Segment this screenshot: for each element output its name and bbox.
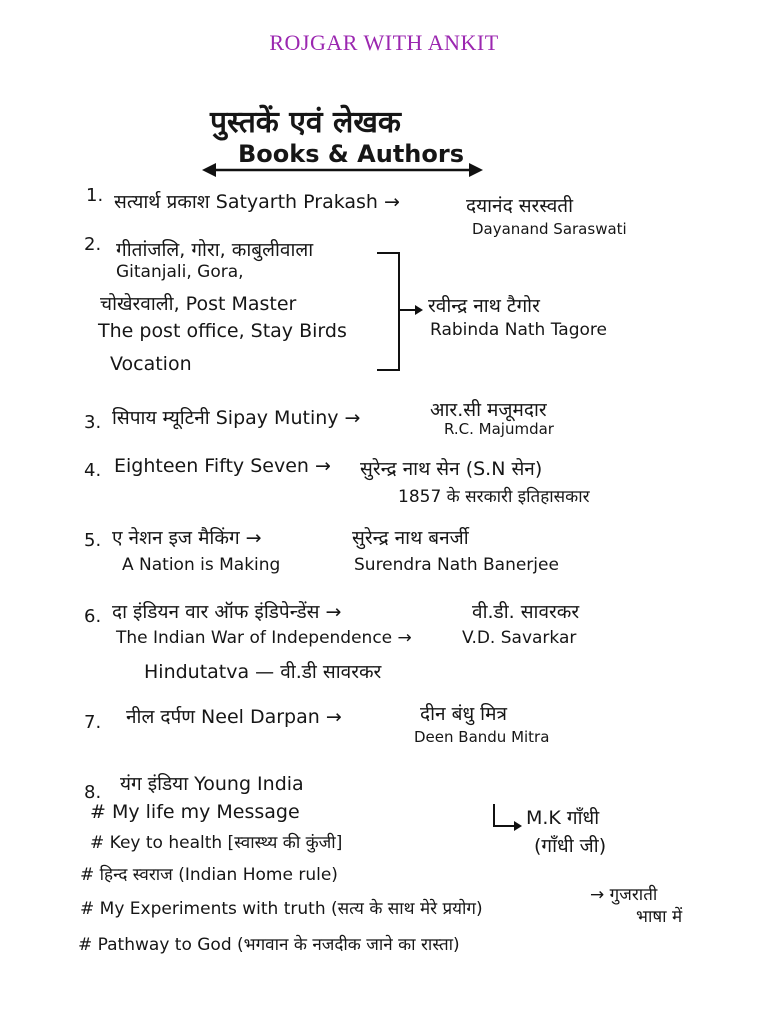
item-4-note: 1857 के सरकारी इतिहासकार bbox=[398, 487, 590, 507]
item-8-line6: # Pathway to God (भगवान के नजदीक जाने का रास्ता) bbox=[78, 935, 460, 955]
item-2-book-line3: चोखेरवाली, Post Master bbox=[100, 293, 297, 315]
item-8-lang-note2: भाषा में bbox=[636, 907, 683, 927]
item-3-number: 3. bbox=[84, 412, 102, 433]
item-6-extra: Hindutatva — वी.डी सावरकर bbox=[144, 661, 382, 683]
item-8-number: 8. bbox=[84, 782, 102, 803]
item-6-book-english: The Indian War of Independence → bbox=[116, 628, 412, 648]
item-1-author-hindi: दयानंद सरस्वती bbox=[466, 195, 574, 217]
item-3-author-hindi: आर.सी मजूमदार bbox=[430, 399, 547, 421]
item-5-number: 5. bbox=[84, 530, 102, 551]
item-8-lang-note1: → गुजराती bbox=[590, 885, 658, 905]
item-2-author-hindi: रवीन्द्र नाथ टैगोर bbox=[428, 295, 540, 317]
item-2-book-line2: Gitanjali, Gora, bbox=[116, 262, 244, 282]
item-8-line1: यंग इंडिया Young India bbox=[120, 773, 304, 795]
item-2-number: 2. bbox=[84, 234, 102, 255]
item-7-number: 7. bbox=[84, 712, 102, 733]
item-8-author: M.K गाँधी bbox=[526, 807, 600, 829]
item-5-book-english: A Nation is Making bbox=[122, 555, 281, 575]
item-1-author-english: Dayanand Saraswati bbox=[472, 220, 627, 238]
item-3-book: सिपाय म्यूटिनी Sipay Mutiny → bbox=[112, 407, 361, 429]
item-8-bracket-arrow bbox=[490, 802, 524, 832]
item-2-book-line1: गीतांजलि, गोरा, काबुलीवाला bbox=[116, 239, 314, 261]
item-2-book-line5: Vocation bbox=[110, 353, 192, 375]
item-8-line3: # Key to health [स्वास्थ्य की कुंजी] bbox=[90, 833, 343, 853]
item-6-author-hindi: वी.डी. सावरकर bbox=[472, 601, 580, 623]
item-4-number: 4. bbox=[84, 460, 102, 481]
title-hindi: पुस्तकें एवं लेखक bbox=[210, 105, 401, 140]
item-2-author-english: Rabinda Nath Tagore bbox=[430, 320, 607, 340]
title-english: Books & Authors bbox=[238, 140, 464, 168]
item-5-book: ए नेशन इज मैकिंग → bbox=[112, 527, 262, 549]
item-2-book-line4: The post office, Stay Birds bbox=[98, 320, 347, 342]
item-7-author-english: Deen Bandu Mitra bbox=[414, 728, 550, 746]
item-3-author-english: R.C. Majumdar bbox=[444, 420, 554, 438]
item-7-author-hindi: दीन बंधु मित्र bbox=[420, 703, 507, 725]
item-6-book: दा इंडियन वार ऑफ इंडिपेन्डेंस → bbox=[112, 601, 342, 623]
item-5-author-english: Surendra Nath Banerjee bbox=[354, 555, 559, 575]
item-1-book: सत्यार्थ प्रकाश Satyarth Prakash → bbox=[114, 191, 400, 213]
item-6-author-english: V.D. Savarkar bbox=[462, 628, 577, 648]
item-7-book: नील दर्पण Neel Darpan → bbox=[126, 706, 342, 728]
item-4-book: Eighteen Fifty Seven → bbox=[114, 455, 331, 477]
item-2-bracket bbox=[375, 250, 425, 375]
item-8-author-hindi: (गाँधी जी) bbox=[534, 835, 607, 857]
item-6-number: 6. bbox=[84, 606, 102, 627]
item-8-line4: # हिन्द स्वराज (Indian Home rule) bbox=[80, 865, 338, 885]
page-header: ROJGAR WITH ANKIT bbox=[269, 30, 499, 55]
item-4-author-hindi: सुरेन्द्र नाथ सेन (S.N सेन) bbox=[360, 458, 543, 480]
item-1-number: 1. bbox=[86, 185, 104, 206]
item-8-line5: # My Experiments with truth (सत्य के साथ मेरे प्रयोग) bbox=[80, 899, 483, 919]
item-8-line2: # My life my Message bbox=[90, 801, 300, 823]
item-5-author-hindi: सुरेन्द्र नाथ बनर्जी bbox=[352, 527, 469, 549]
title-arrow bbox=[200, 158, 485, 182]
